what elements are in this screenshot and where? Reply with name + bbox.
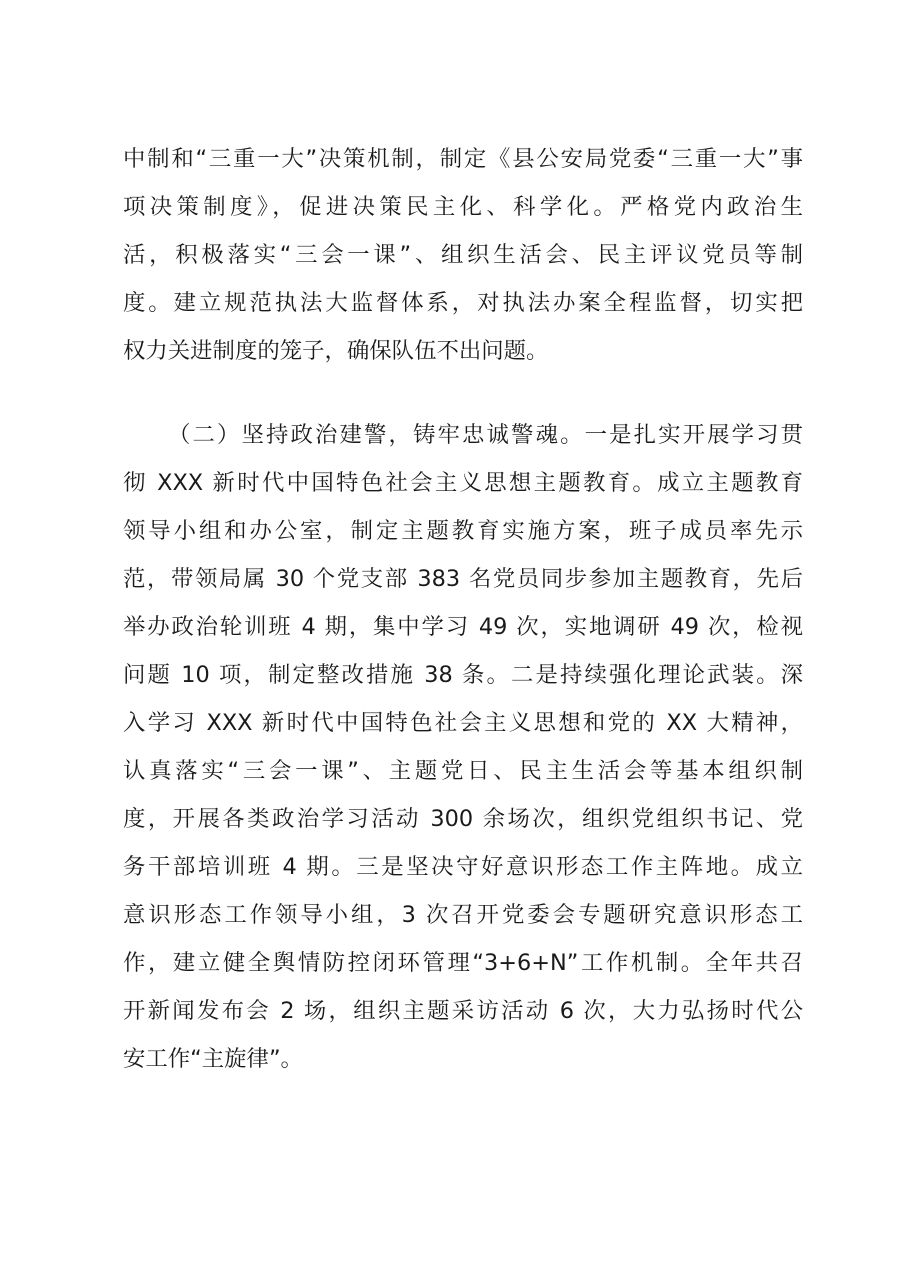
- paragraph-line: 活，积极落实“三会一课”、组织生活会、民主评议党员等制: [123, 242, 803, 268]
- paragraph-line: 彻 XXX 新时代中国特色社会主义思想主题教育。成立主题教育: [123, 470, 803, 496]
- paragraph-line: 度，开展各类政治学习活动 300 余场次，组织党组织书记、党: [123, 806, 803, 832]
- paragraph-line: （二）坚持政治建警，铸牢忠诚警魂。一是扎实开展学习贯: [168, 422, 803, 448]
- paragraph-line: 领导小组和办公室，制定主题教育实施方案，班子成员率先示: [123, 518, 803, 544]
- paragraph-line: 意识形态工作领导小组，3 次召开党委会专题研究意识形态工: [123, 902, 803, 928]
- paragraph-line: 范，带领局属 30 个党支部 383 名党员同步参加主题教育，先后: [123, 566, 803, 592]
- paragraph-line: 中制和“三重一大”决策机制，制定《县公安局党委“三重一大”事: [123, 146, 803, 172]
- paragraph-line: 作，建立健全舆情防控闭环管理“3+6+N”工作机制。全年共召: [123, 950, 803, 976]
- paragraph-line: 举办政治轮训班 4 期，集中学习 49 次，实地调研 49 次，检视: [123, 614, 803, 640]
- paragraph-2: [123, 411, 803, 1083]
- paragraph-line: 度。建立规范执法大监督体系，对执法办案全程监督，切实把: [123, 290, 803, 316]
- paragraph-line: 项决策制度》，促进决策民主化、科学化。严格党内政治生: [123, 194, 803, 220]
- paragraph-line: 认真落实“三会一课”、主题党日、民主生活会等基本组织制: [123, 758, 803, 784]
- paragraph-line: 入学习 XXX 新时代中国特色社会主义思想和党的 XX 大精神，: [123, 710, 803, 736]
- paragraph-line: 权力关进制度的笼子，确保队伍不出问题。: [123, 338, 549, 364]
- paragraph-line: 开新闻发布会 2 场，组织主题采访活动 6 次，大力弘扬时代公: [123, 998, 803, 1024]
- paragraph-line: 问题 10 项，制定整改措施 38 条。二是持续强化理论武装。深: [123, 662, 803, 688]
- paragraph-line: 务干部培训班 4 期。三是坚决守好意识形态工作主阵地。成立: [123, 854, 803, 880]
- paragraph-line: 安工作“主旋律”。: [123, 1046, 303, 1072]
- paragraph-1: [123, 135, 803, 375]
